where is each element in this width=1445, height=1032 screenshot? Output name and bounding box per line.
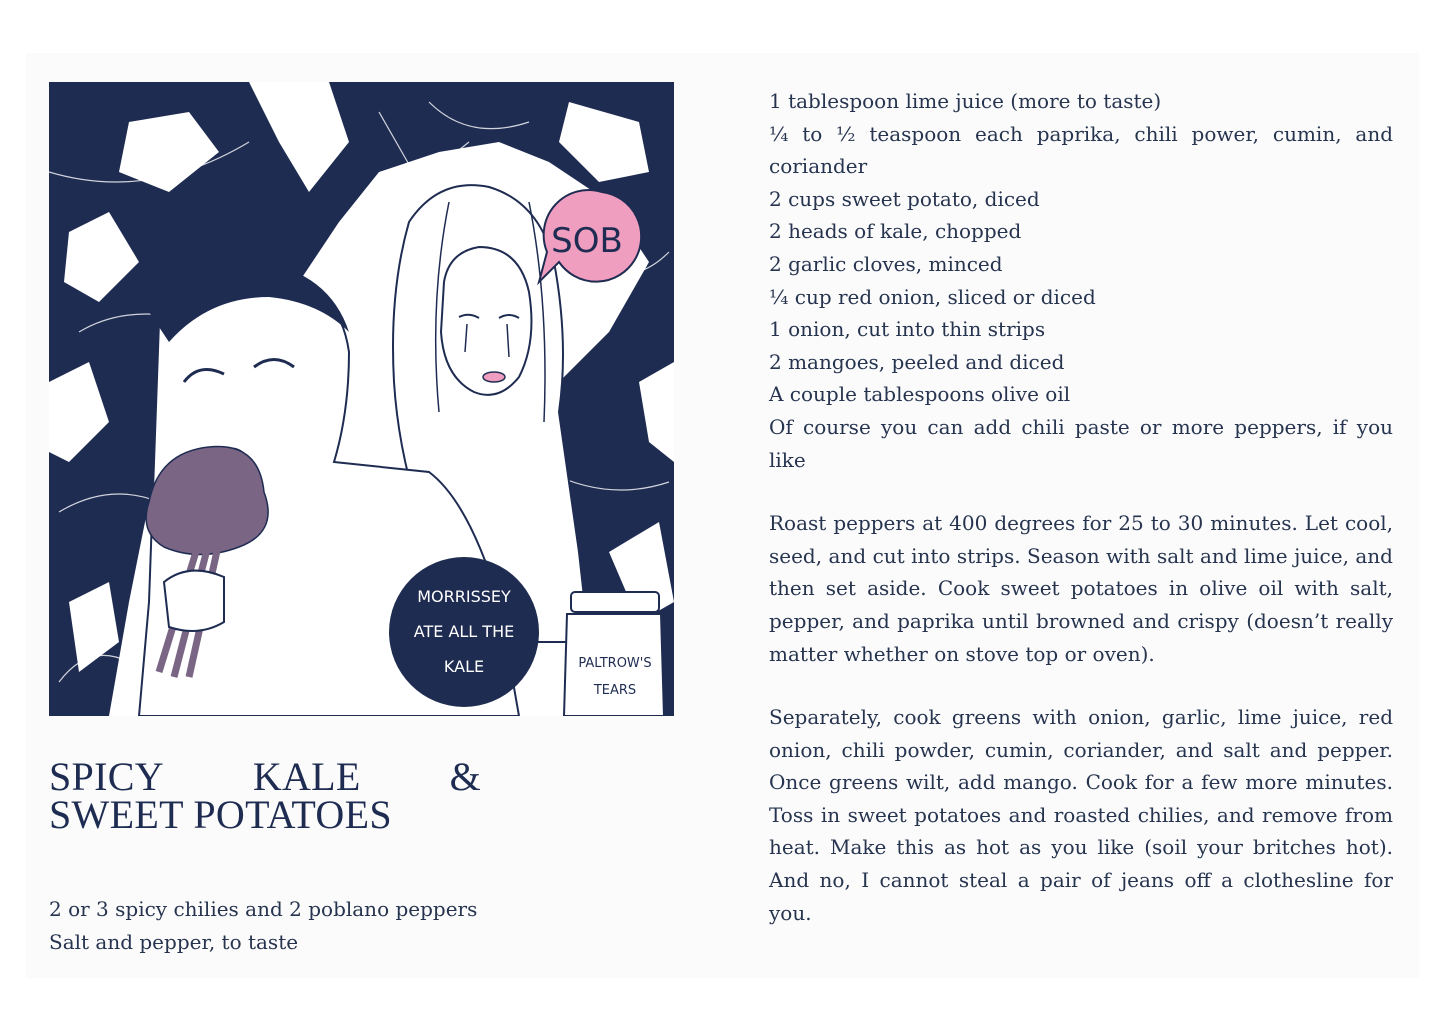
ingredients-right-list <box>769 85 1393 476</box>
title-word-1: SPICY <box>49 754 164 799</box>
recipe-title <box>49 754 481 837</box>
badge-line-3: KALE <box>443 657 485 676</box>
ingredient-item: Of course you can add chili paste or more peppers, if you like <box>769 414 1393 472</box>
illustration-artwork <box>49 82 674 716</box>
ingredient-item: 1 tablespoon lime juice (more to taste) <box>769 89 1162 113</box>
ingredient-item: 1 onion, cut into thin strips <box>769 317 1046 342</box>
ingredient-item: A couple tablespoons olive oil <box>769 382 1071 407</box>
speech-bubble-text: SOB <box>551 221 623 261</box>
morrissey-badge <box>389 557 539 707</box>
title-line-1 <box>49 754 481 799</box>
instructions-paragraph-1: Roast peppers at 400 degrees for 25 to 30 minutes. Let cool, seed, and cut into strips. Season with salt and lime juice, and then set aside. Cook sweet potatoes in olive oil with salt, pepper, and paprika until browned and crispy (doesn’t really matter whether on stove top or oven). <box>769 511 1393 666</box>
ingredient-item: ¼ cup red onion, sliced or diced <box>769 284 1096 309</box>
ingredient-item: 2 garlic cloves, minced <box>769 251 1003 276</box>
ingredient-item: Salt and pepper, to taste <box>49 929 299 954</box>
jar-label-line-1: PALTROW'S <box>578 656 652 671</box>
paltrows-tears-jar <box>564 592 664 716</box>
badge-line-2: ATE ALL THE <box>413 622 515 641</box>
ingredient-item: 2 or 3 spicy chilies and 2 poblano peppers <box>49 897 478 921</box>
title-line-2: SWEET POTATOES <box>49 792 392 837</box>
recipe-illustration <box>49 82 674 716</box>
badge-line-1: MORRISSEY <box>417 587 511 606</box>
title-word-3: & <box>449 754 481 799</box>
ingredient-item: 2 cups sweet potato, diced <box>769 186 1040 211</box>
ingredients-left-list <box>49 893 529 958</box>
jar-label-line-2: TEARS <box>593 683 637 698</box>
ingredient-item: 2 mangoes, peeled and diced <box>769 349 1065 374</box>
title-word-2: KALE <box>252 754 361 799</box>
ingredient-item: 2 heads of kale, chopped <box>769 219 1022 244</box>
instructions-paragraph-2: Separately, cook greens with onion, garlic, lime juice, red onion, chili powder, cumin, coriander, and salt and pepper. Once greens wilt, add mango. Cook for a few more minutes. Toss in sweet potatoes and roasted chilies, and remove from heat. Make this as hot as you like (soil your britches hot). And no, I cannot steal a pair of jeans off a clothesline for you. <box>769 705 1393 925</box>
ingredient-item: ¼ to ½ teaspoon each paprika, chili power, cumin, and coriander <box>769 121 1393 179</box>
recipe-text-column <box>769 85 1393 929</box>
